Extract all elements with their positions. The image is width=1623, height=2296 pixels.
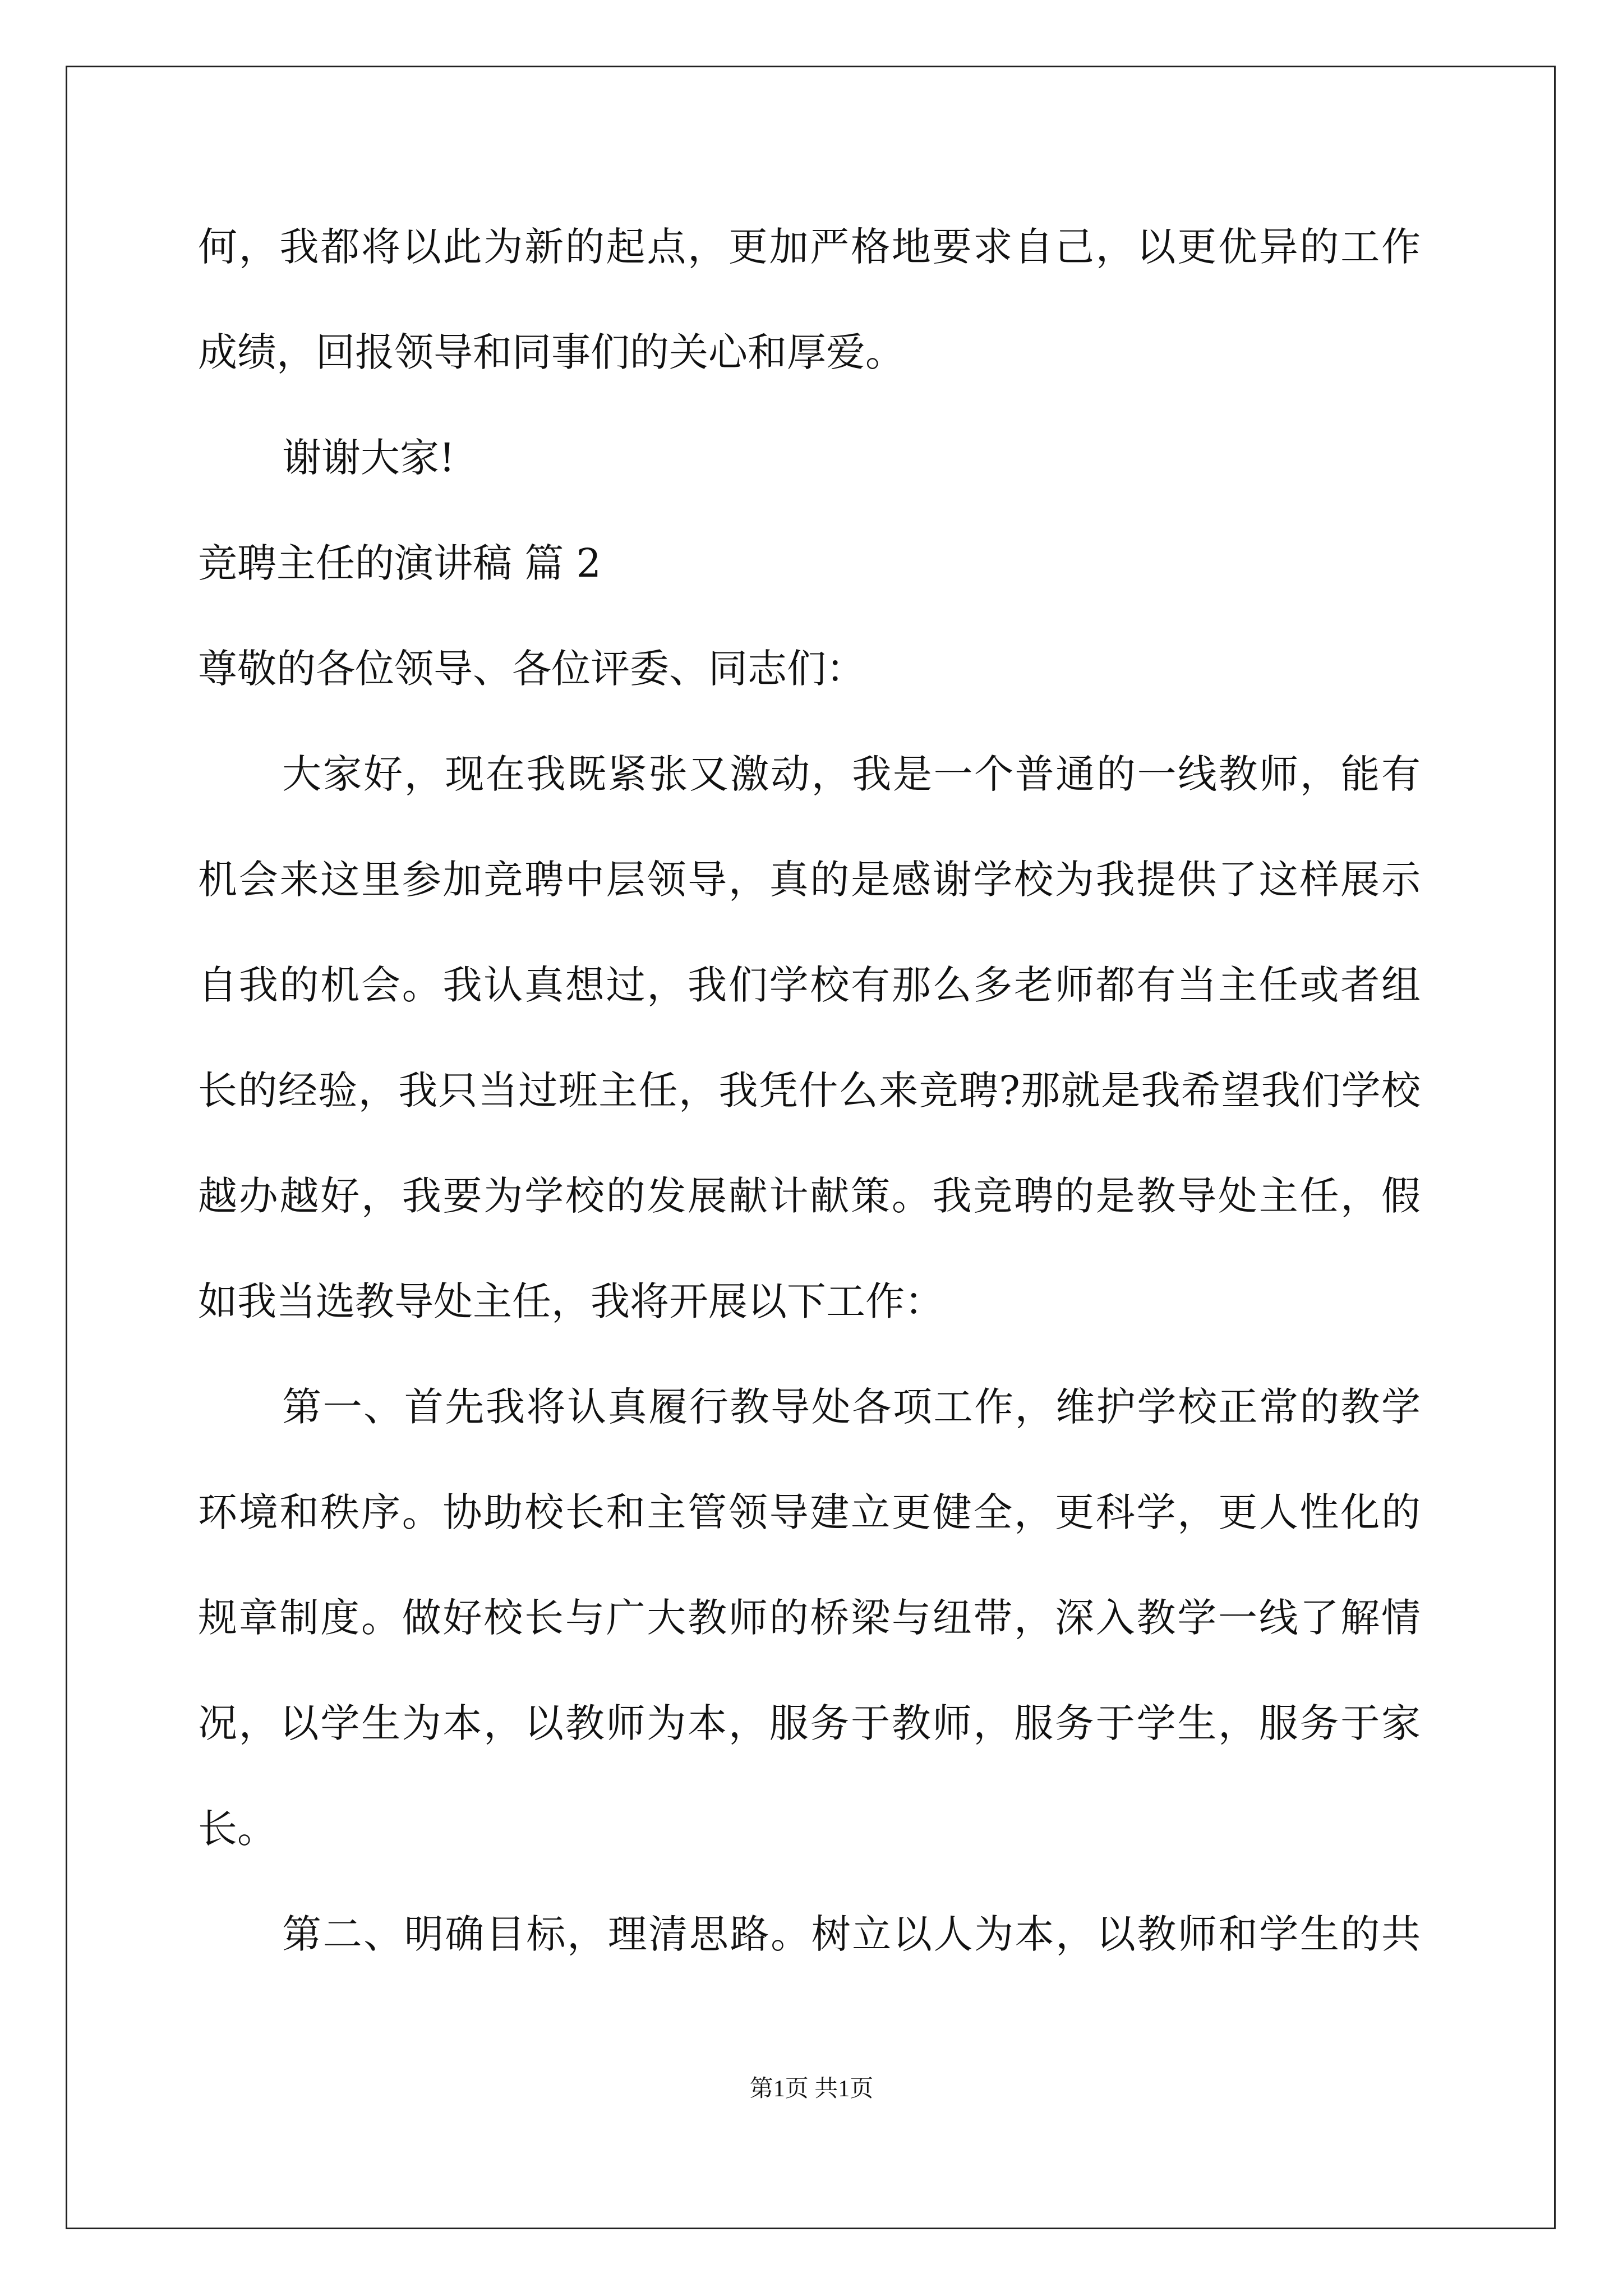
text-line: 环境和秩序。协助校长和主管领导建立更健全，更科学，更人性化的 — [198, 1489, 1421, 1535]
salutation: 尊敬的各位领导、各位评委、同志们： — [198, 646, 865, 692]
text-line: 成绩，回报领导和同事们的关心和厚爱。 — [198, 329, 905, 375]
text-line: 况，以学生为本，以教师为本，服务于教师，服务于学生，服务于家 — [198, 1700, 1421, 1746]
text-line: 第一、首先我将认真履行教导处各项工作，维护学校正常的教学 — [282, 1384, 1421, 1430]
page-footer: 第1页 共1页 — [749, 2076, 874, 2102]
text-line: 长的经验，我只当过班主任，我凭什么来竞聘?那就是我希望我们学校 — [198, 1068, 1421, 1114]
text-line: 长。 — [198, 1806, 276, 1852]
text-line: 机会来这里参加竞聘中层领导，真的是感谢学校为我提供了这样展示 — [198, 857, 1421, 903]
text-line: 越办越好，我要为学校的发展献计献策。我竞聘的是教导处主任，假 — [198, 1173, 1421, 1219]
text-line: 何，我都将以此为新的起点，更加严格地要求自己，以更优异的工作 — [198, 224, 1421, 270]
text-line: 如我当选教导处主任，我将开展以下工作： — [198, 1278, 944, 1324]
text-line: 谢谢大家! — [282, 435, 455, 481]
text-line: 大家好，现在我既紧张又激动，我是一个普通的一线教师，能有 — [282, 751, 1421, 797]
section-heading: 竞聘主任的演讲稿 篇 2 — [198, 540, 602, 586]
text-line: 第二、明确目标，理清思路。树立以人为本，以教师和学生的共 — [282, 1911, 1421, 1957]
text-line: 自我的机会。我认真想过，我们学校有那么多老师都有当主任或者组 — [198, 962, 1421, 1008]
text-line: 规章制度。做好校长与广大教师的桥梁与纽带，深入教学一线了解情 — [198, 1595, 1421, 1641]
